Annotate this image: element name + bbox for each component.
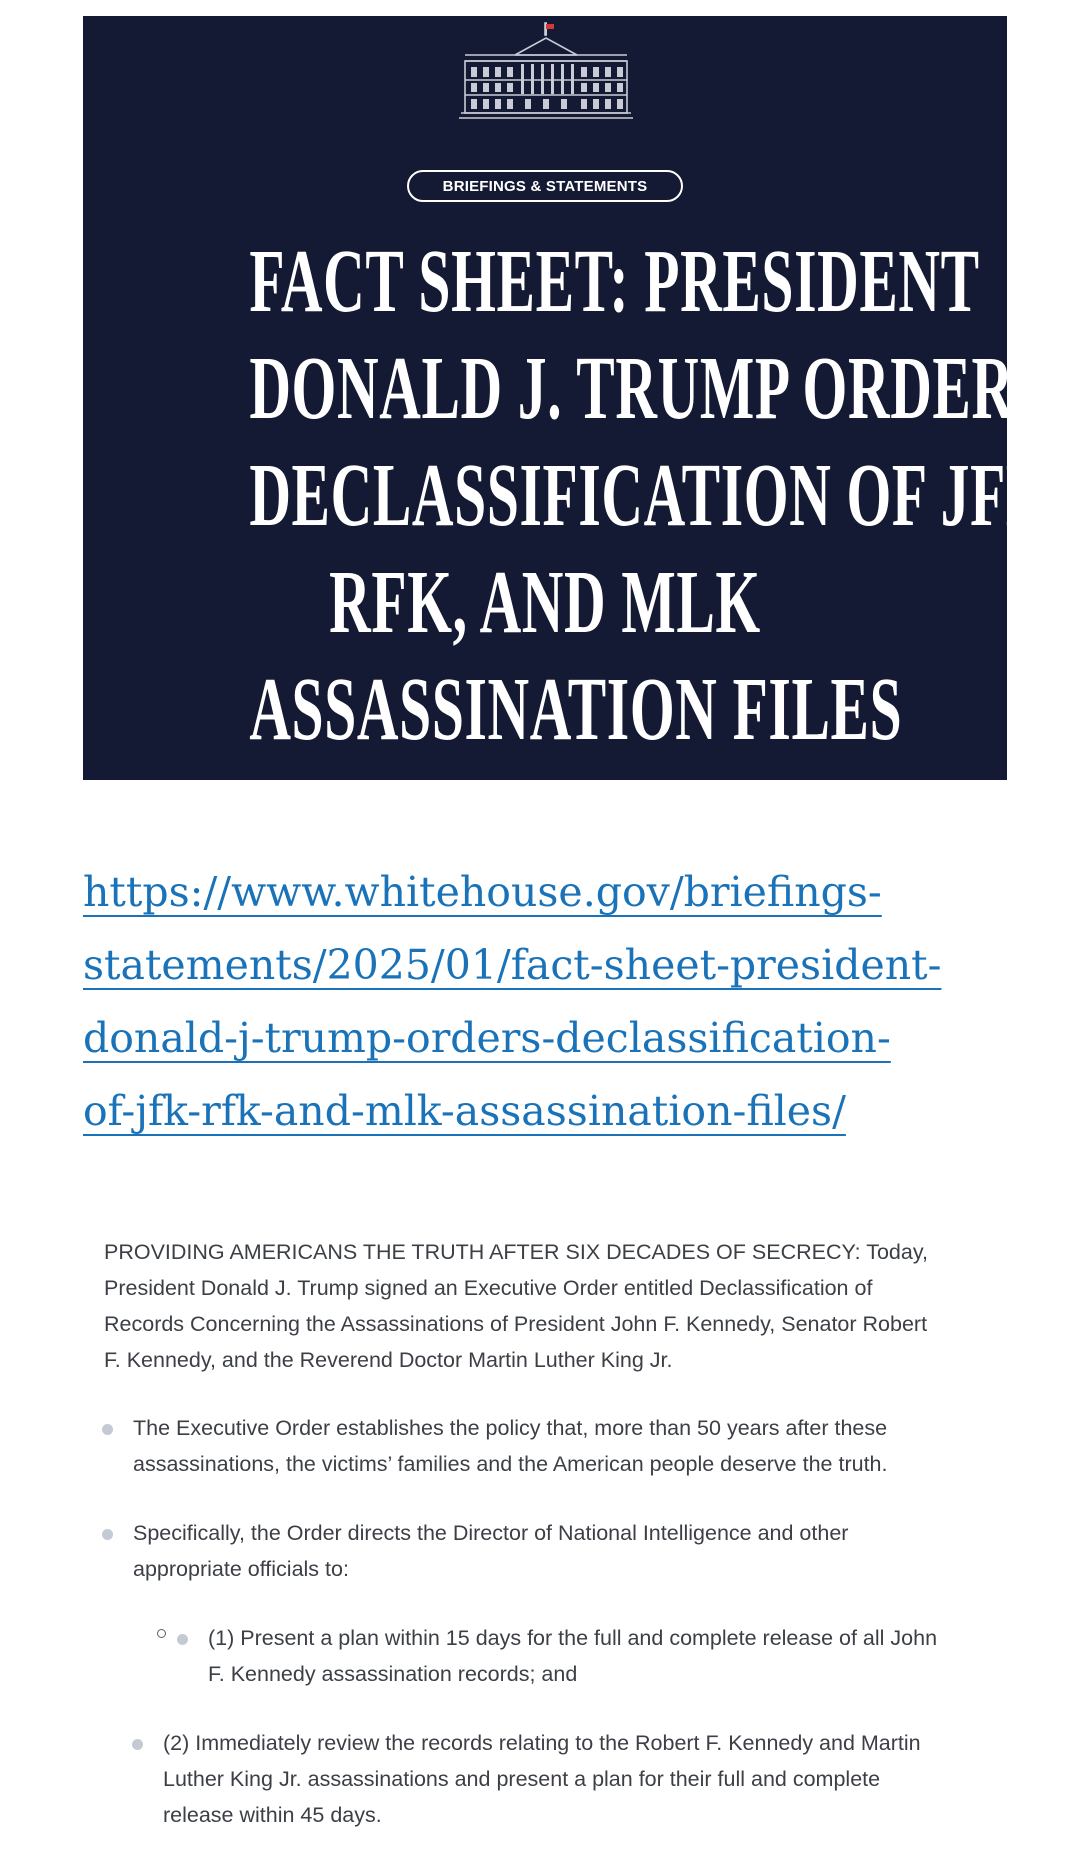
list-item-line: (2) Immediately review the records relating to the Robert F. Kennedy and Martin bbox=[163, 1731, 921, 1755]
link-line[interactable]: https://www.whitehouse.gov/briefings- bbox=[83, 868, 882, 916]
white-house-icon bbox=[455, 20, 637, 122]
list-item-line: assassinations, the victims’ families and the American people deserve the truth. bbox=[133, 1452, 888, 1476]
list-item-line: Specifically, the Order directs the Director of National Intelligence and other bbox=[133, 1521, 849, 1545]
bullet-dot-icon bbox=[177, 1634, 188, 1645]
list-item-line: appropriate officials to: bbox=[133, 1557, 349, 1581]
bullet-dot-icon bbox=[102, 1424, 113, 1435]
bullet-dot-icon bbox=[102, 1529, 113, 1540]
title-line: DECLASSIFICATION OF JFK, bbox=[249, 446, 1067, 545]
list-item bbox=[133, 1515, 993, 1587]
title-line: FACT SHEET: PRESIDENT bbox=[249, 232, 980, 331]
list-item bbox=[208, 1620, 1008, 1692]
list-item-line: release within 45 days. bbox=[163, 1803, 382, 1827]
intro-paragraph bbox=[104, 1234, 1004, 1378]
title-line: DONALD J. TRUMP ORDERS bbox=[249, 339, 1047, 438]
link-line[interactable]: statements/2025/01/fact-sheet-president- bbox=[83, 941, 942, 989]
list-item-line: F. Kennedy assassination records; and bbox=[208, 1662, 578, 1686]
page-title bbox=[83, 228, 1067, 763]
list-item bbox=[163, 1725, 1003, 1833]
list-item bbox=[133, 1410, 993, 1482]
bullet-dot-icon bbox=[132, 1739, 143, 1750]
link-line[interactable]: donald-j-trump-orders-declassification- bbox=[83, 1014, 891, 1062]
source-link[interactable] bbox=[83, 856, 1003, 1148]
intro-line: PROVIDING AMERICANS THE TRUTH AFTER SIX DECADES OF SECRECY: Today, bbox=[104, 1240, 928, 1264]
category-badge[interactable]: BRIEFINGS & STATEMENTS bbox=[407, 170, 683, 202]
list-item-line: Luther King Jr. assassinations and present a plan for their full and complete bbox=[163, 1767, 881, 1791]
title-line: RFK, AND MLK bbox=[329, 553, 761, 652]
link-line[interactable]: of-jfk-rfk-and-mlk-assassination-files/ bbox=[83, 1087, 846, 1135]
list-item-line: The Executive Order establishes the policy that, more than 50 years after these bbox=[133, 1416, 888, 1440]
hero-banner bbox=[83, 16, 1067, 780]
intro-line: President Donald J. Trump signed an Executive Order entitled Declassification of bbox=[104, 1276, 873, 1300]
intro-line: F. Kennedy, and the Reverend Doctor Martin Luther King Jr. bbox=[104, 1348, 673, 1372]
title-line: ASSASSINATION FILES bbox=[249, 660, 903, 759]
list-item-line: (1) Present a plan within 15 days for the full and complete release of all John bbox=[208, 1626, 938, 1650]
intro-line: Records Concerning the Assassinations of President John F. Kennedy, Senator Robert bbox=[104, 1312, 928, 1336]
bullet-ring-icon bbox=[157, 1629, 166, 1638]
